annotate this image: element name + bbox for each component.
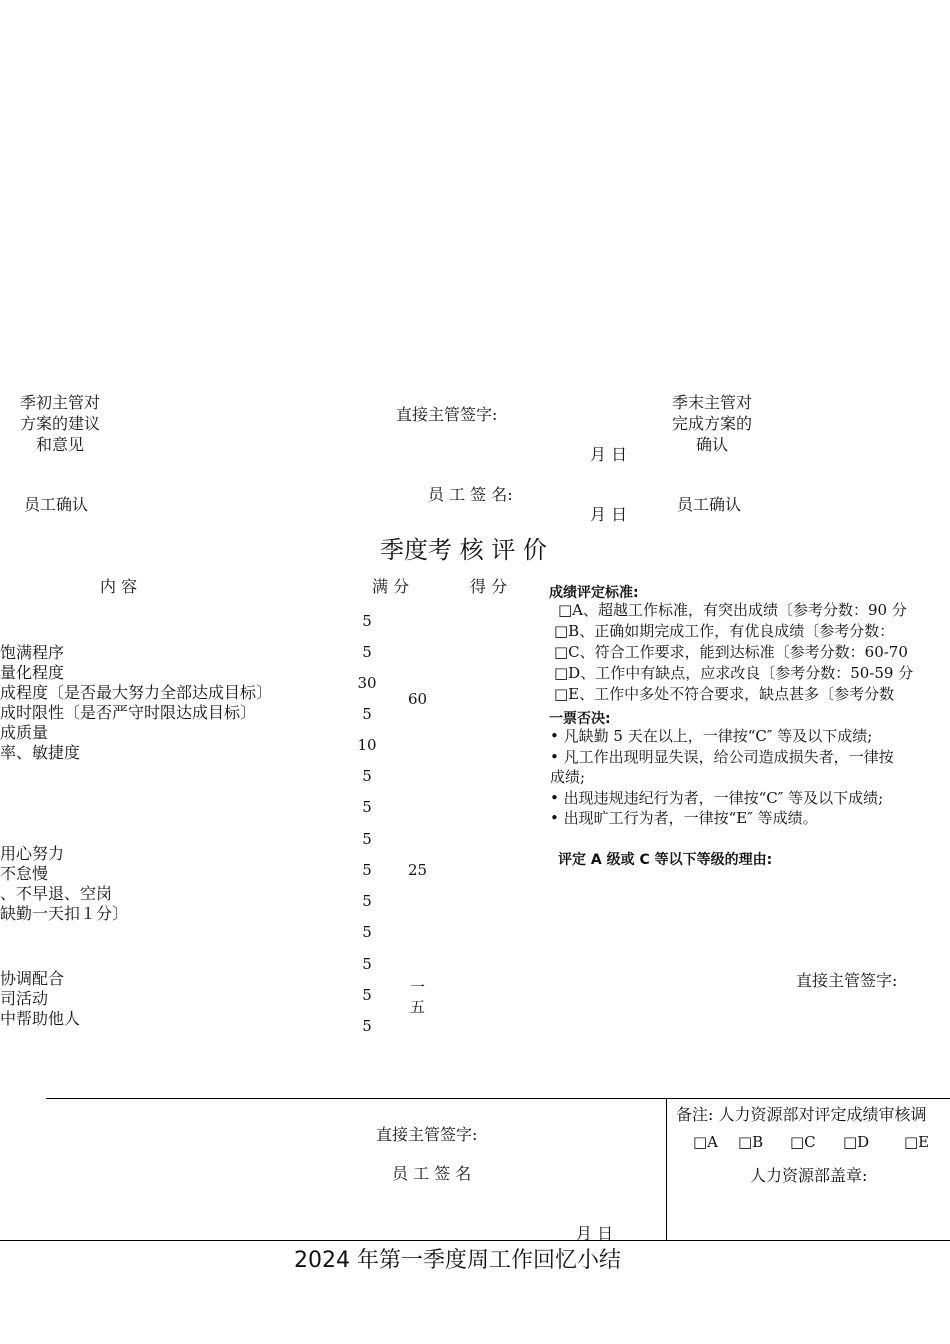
grade-option-d[interactable]: □D bbox=[843, 1133, 870, 1151]
list-item: 、不早退、空岗 bbox=[0, 884, 113, 903]
list-item: 饱满程序 bbox=[0, 643, 65, 662]
list-item: 中帮助他人 bbox=[0, 1009, 81, 1028]
list-item: 不怠慢 bbox=[0, 864, 49, 883]
end-quarter-supervisor-label: 季末主管对 完成方案的 确认 bbox=[671, 393, 752, 454]
veto-item: • 出现违规违纪行为者，一律按“C″ 等及以下成绩; bbox=[550, 789, 884, 807]
list-item: 缺勤一天扣１分〕 bbox=[0, 904, 129, 923]
full-score-value: 5 bbox=[362, 830, 372, 848]
supervisor-signature-label: 直接主管签字: bbox=[796, 971, 898, 990]
full-score-column-header: 满 分 bbox=[372, 577, 410, 596]
month-day-label: 月 日 bbox=[590, 445, 628, 464]
early-quarter-supervisor-label: 季初主管对 方案的建议 和意见 bbox=[19, 393, 100, 454]
grade-option-a[interactable]: □A bbox=[693, 1133, 719, 1151]
group-score: 一 bbox=[410, 978, 426, 996]
hr-seal-label: 人力资源部盖章: bbox=[750, 1166, 868, 1185]
criteria-level: □C、符合工作要求，能到达标准〔参考分数：60-70 bbox=[554, 643, 908, 661]
list-item: 用心努力 bbox=[0, 844, 65, 863]
supervisor-signature-label: 直接主管签字: bbox=[396, 405, 498, 424]
group-score: 25 bbox=[408, 861, 428, 879]
list-item: 成时限性〔是否严守时限达成目标〕 bbox=[0, 703, 257, 722]
grade-option-e[interactable]: □E bbox=[904, 1133, 930, 1151]
veto-item: • 出现旷工行为者，一律按“E″ 等成绩。 bbox=[550, 809, 818, 827]
full-score-value: 5 bbox=[362, 705, 372, 723]
divider bbox=[0, 1240, 950, 1241]
full-score-value: 5 bbox=[362, 1017, 372, 1035]
veto-heading: 一票否决: bbox=[549, 711, 611, 727]
supervisor-signature-label: 直接主管签字: bbox=[376, 1125, 478, 1144]
full-score-value: 5 bbox=[362, 955, 372, 973]
month-day-label: 月 日 bbox=[576, 1224, 614, 1243]
employee-signature-label: 员 工 签 名: bbox=[428, 485, 513, 504]
criteria-level: □E、工作中多处不符合要求，缺点甚多〔参考分数 bbox=[554, 685, 895, 703]
full-score-value: 5 bbox=[362, 612, 372, 630]
employee-signature-label: 员 工 签 名 bbox=[392, 1164, 472, 1183]
footer-title: 2024 年第一季度周工作回忆小结 bbox=[294, 1248, 621, 1273]
criteria-level: □A、超越工作标准，有突出成绩〔参考分数：90 分 bbox=[558, 601, 907, 619]
group-score: 五 bbox=[410, 998, 426, 1016]
criteria-level: □B、正确如期完成工作，有优良成绩〔参考分数： bbox=[554, 622, 895, 640]
divider bbox=[46, 1098, 950, 1099]
content-column-header: 内 容 bbox=[100, 577, 138, 596]
score-column-header: 得 分 bbox=[470, 577, 508, 596]
full-score-value: 5 bbox=[362, 892, 372, 910]
full-score-value: 10 bbox=[357, 736, 377, 754]
full-score-value: 5 bbox=[362, 798, 372, 816]
group-score: 60 bbox=[408, 690, 428, 708]
list-item: 率、敏捷度 bbox=[0, 743, 81, 762]
criteria-heading: 成绩评定标准: bbox=[549, 585, 639, 601]
remark-text: 备注: 人力资源部对评定成绩审核调 bbox=[676, 1105, 927, 1124]
employee-confirm-label: 员工确认 bbox=[677, 495, 742, 514]
full-score-value: 5 bbox=[362, 986, 372, 1004]
list-item: 量化程度 bbox=[0, 663, 65, 682]
list-item: 协调配合 bbox=[0, 969, 65, 988]
list-item: 成质量 bbox=[0, 723, 49, 742]
full-score-value: 5 bbox=[362, 861, 372, 879]
list-item: 成程度〔是否最大努力全部达成目标〕 bbox=[0, 683, 273, 702]
full-score-value: 30 bbox=[357, 674, 377, 692]
month-day-label: 月 日 bbox=[590, 505, 628, 524]
employee-confirm-label: 员工确认 bbox=[24, 495, 89, 514]
full-score-value: 5 bbox=[362, 767, 372, 785]
divider bbox=[666, 1098, 667, 1240]
grade-option-b[interactable]: □B bbox=[738, 1133, 764, 1151]
veto-item: 成绩; bbox=[550, 768, 586, 786]
reason-label: 评定 A 级或 C 等以下等级的理由: bbox=[558, 852, 773, 868]
veto-item: • 凡工作出现明显失误，给公司造成损失者，一律按 bbox=[550, 748, 894, 766]
page-title: 季度考 核 评 价 bbox=[380, 536, 547, 564]
veto-item: • 凡缺勤 5 天在以上，一律按“C″ 等及以下成绩; bbox=[550, 727, 873, 745]
grade-option-c[interactable]: □C bbox=[790, 1133, 816, 1151]
criteria-level: □D、工作中有缺点，应求改良〔参考分数：50-59 分 bbox=[554, 664, 914, 682]
full-score-value: 5 bbox=[362, 923, 372, 941]
list-item: 司活动 bbox=[0, 989, 49, 1008]
full-score-value: 5 bbox=[362, 643, 372, 661]
